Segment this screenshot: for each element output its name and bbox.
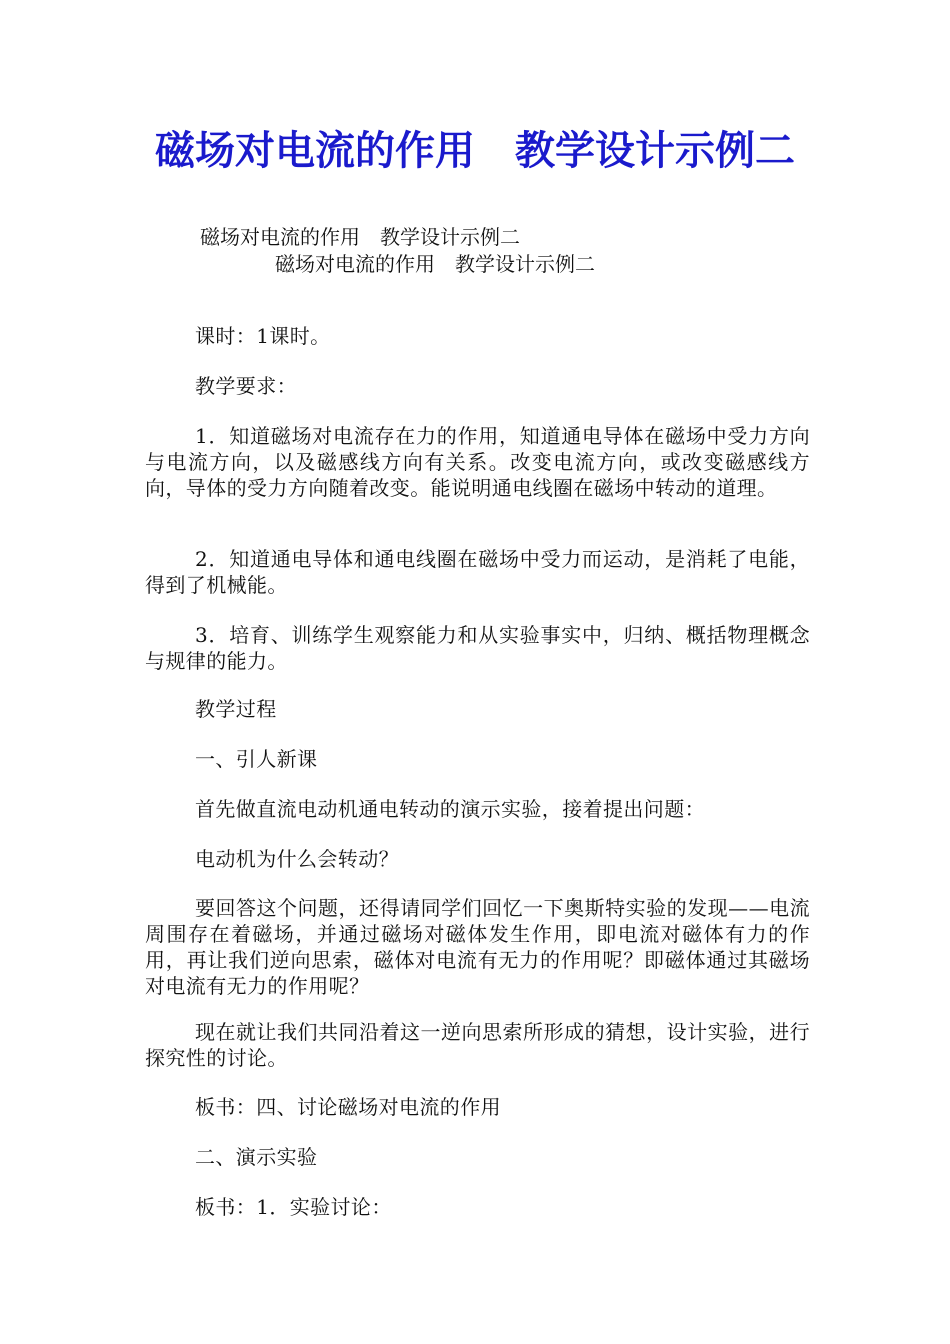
paragraph-motor-question: 电动机为什么会转动？ [195,847,399,871]
paragraph-demo-question: 首先做直流电动机通电转动的演示实验，接着提出问题： [195,797,705,821]
paragraph-section-demo: 二、演示实验 [195,1145,318,1169]
paragraph-board-heading-4: 板书：四、讨论磁场对电流的作用 [195,1095,501,1119]
paragraph-process-heading: 教学过程 [195,697,277,721]
subtitle-line-2: 磁场对电流的作用 教学设计示例二 [275,252,595,276]
paragraph-requirement-3: 3．培育、训练学生观察能力和从实验事实中，归纳、概括物理概念与规律的能力。 [145,623,810,673]
paragraph-requirements-heading: 教学要求： [195,374,297,398]
paragraph-hypothesis: 现在就让我们共同沿着这一逆向思索所形成的猜想，设计实验，进行探究性的讨论。 [145,1020,810,1070]
paragraph-oersted-recall: 要回答这个问题，还得请同学们回忆一下奥斯特实验的发现——电流周围存在着磁场，并通过磁场对磁体发生作用，即电流对磁体有力的作用，再让我们逆向思索，磁体对电流有无力的作用呢？即磁体通过其磁场对电流有无力的作用呢？ [145,896,810,998]
paragraph-requirement-2: 2．知道通电导体和通电线圈在磁场中受力而运动，是消耗了电能，得到了机械能。 [145,547,810,597]
paragraph-board-experiment: 板书：1．实验讨论： [195,1195,392,1219]
subtitle-line-1: 磁场对电流的作用 教学设计示例二 [200,225,520,249]
document-title: 磁场对电流的作用 教学设计示例二 [155,127,795,174]
paragraph-class-hours: 课时：1课时。 [195,324,331,348]
paragraph-requirement-1: 1．知道磁场对电流存在力的作用，知道通电导体在磁场中受力方向与电流方向，以及磁感线方向有关系。改变电流方向，或改变磁感线方向，导体的受力方向随着改变。能说明通电线圈在磁场中转动的道理。 [145,424,810,500]
paragraph-section-intro: 一、引人新课 [195,747,318,771]
